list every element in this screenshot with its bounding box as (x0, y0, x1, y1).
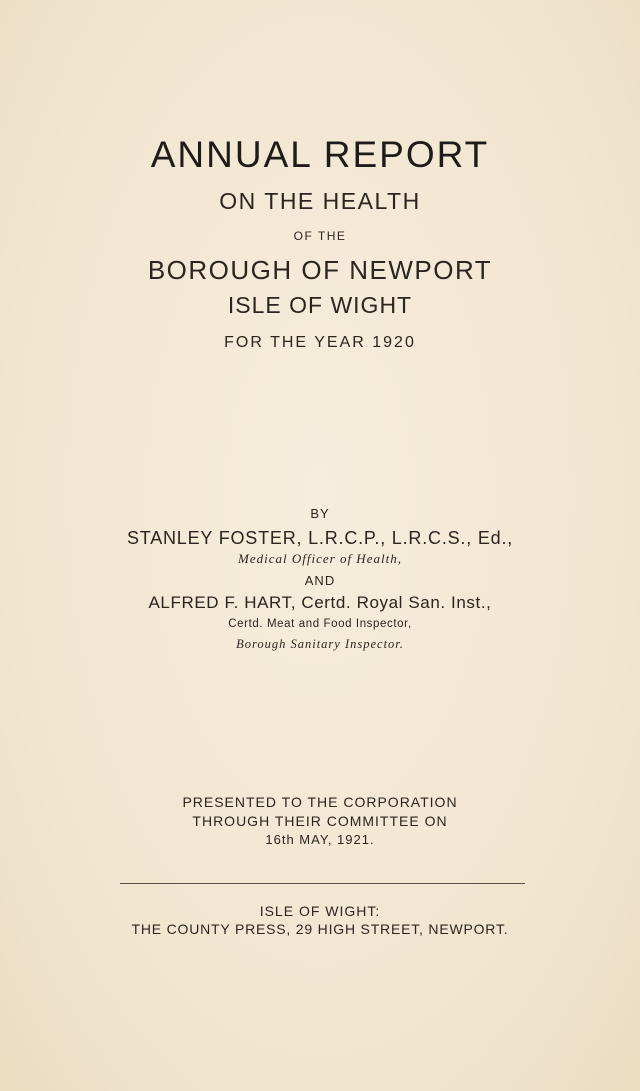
author1-role: Medical Officer of Health, (238, 551, 402, 566)
author2-certification: Certd. Meat and Food Inspector, (228, 618, 412, 630)
publisher-name: THE COUNTY PRESS, 29 HIGH STREET, NEWPORT. (131, 921, 509, 937)
report-title: ANNUAL REPORT (150, 134, 490, 175)
and-text: AND (304, 573, 336, 588)
report-year: FOR THE YEAR 1920 (224, 334, 416, 351)
by-text: BY (310, 506, 330, 521)
divider-rule (120, 883, 525, 884)
isle-name: ISLE OF WIGHT (227, 292, 413, 318)
author2-name: ALFRED F. HART, Certd. Royal San. Inst., (148, 593, 492, 612)
presented-date: 16th MAY, 1921. (265, 832, 375, 847)
borough-name: BOROUGH OF NEWPORT (147, 255, 493, 285)
author1-name: STANLEY FOSTER, L.R.C.P., L.R.C.S., Ed., (126, 528, 514, 548)
publisher-place: ISLE OF WIGHT: (259, 903, 381, 919)
presented-line1: PRESENTED TO THE CORPORATION (182, 794, 458, 810)
report-subtitle: ON THE HEALTH (219, 188, 421, 214)
author2-role: Borough Sanitary Inspector. (236, 637, 404, 651)
presented-line2: THROUGH THEIR COMMITTEE ON (192, 813, 448, 829)
of-the-text: OF THE (293, 229, 347, 243)
